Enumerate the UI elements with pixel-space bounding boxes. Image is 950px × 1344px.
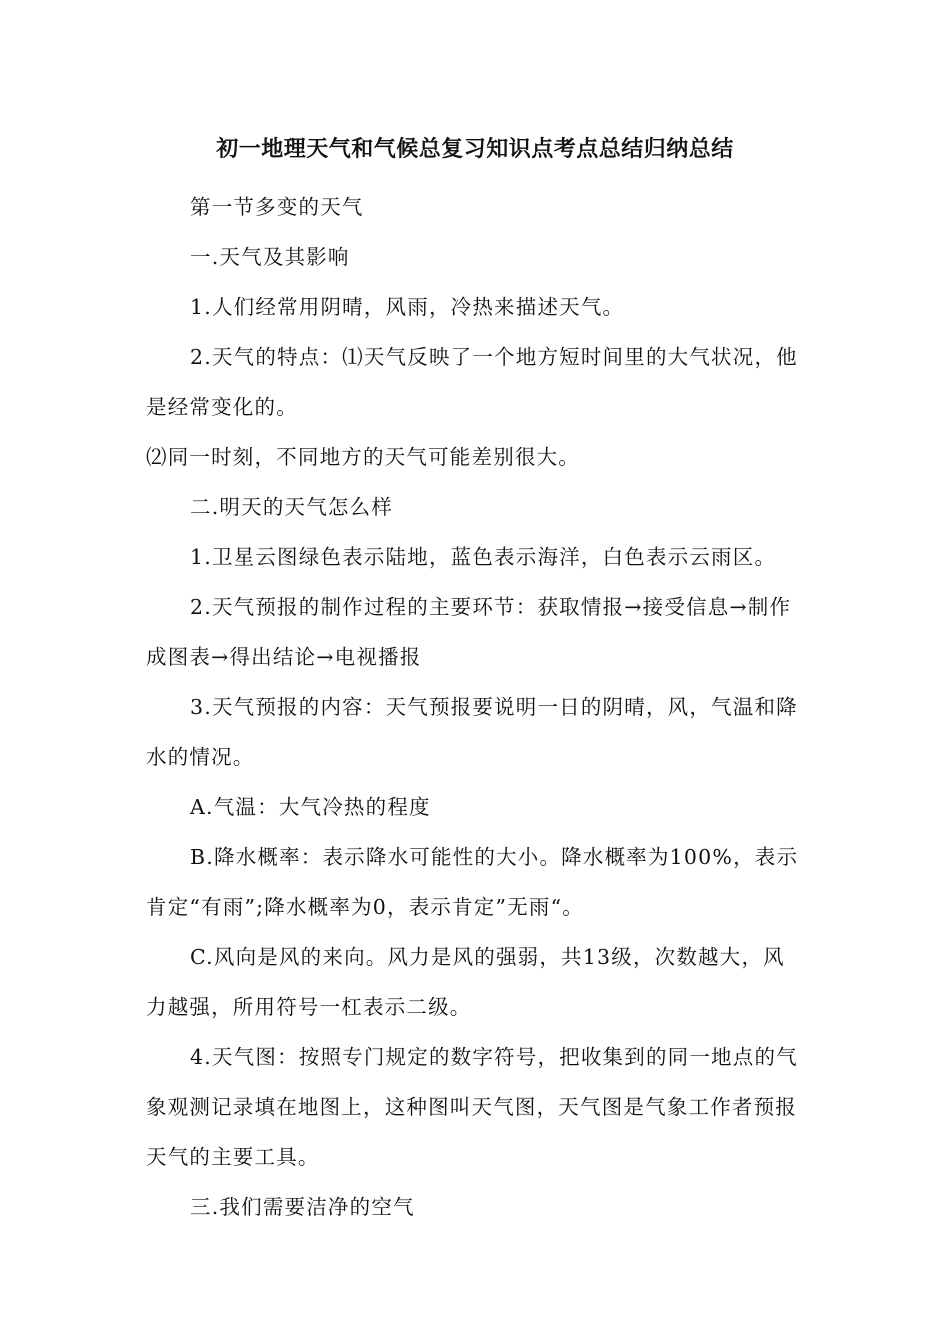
- subsection-heading: 一.天气及其影响: [190, 245, 350, 269]
- paragraph: 2.天气预报的制作过程的主要环节：获取情报→接受信息→制作成图表→得出结论→电视播报: [146, 595, 792, 669]
- subsection-heading: 三.我们需要洁净的空气: [190, 1195, 415, 1219]
- paragraph: ⑵同一时刻，不同地方的天气可能差别很大。: [146, 445, 580, 469]
- subsection-heading: 二.明天的天气怎么样: [190, 495, 394, 519]
- document-title: 初一地理天气和气候总复习知识点考点总结归纳总结: [216, 137, 734, 162]
- section-heading: 第一节多变的天气: [190, 195, 364, 219]
- paragraph: 4.天气图：按照专门规定的数字符号，把收集到的同一地点的气象观测记录填在地图上，这种图叫天气图，天气图是气象工作者预报天气的主要工具。: [146, 1045, 798, 1169]
- paragraph: B.降水概率：表示降水可能性的大小。降水概率为100%，表示肯定“有雨”;降水概率为0，表示肯定”无雨“。: [146, 845, 799, 919]
- paragraph: A.气温：大气冷热的程度: [190, 795, 431, 819]
- paragraph: 2.天气的特点：⑴天气反映了一个地方短时间里的大气状况，他是经常变化的。: [146, 345, 798, 419]
- paragraph: 1.卫星云图绿色表示陆地，蓝色表示海洋，白色表示云雨区。: [190, 545, 777, 569]
- paragraph: 3.天气预报的内容：天气预报要说明一日的阴晴，风，气温和降水的情况。: [146, 695, 798, 769]
- paragraph: 1.人们经常用阴晴，风雨，冷热来描述天气。: [190, 295, 625, 319]
- paragraph: C.风向是风的来向。风力是风的强弱，共13级，次数越大，风力越强，所用符号一杠表示二级。: [146, 945, 785, 1019]
- document-body: [146, 182, 806, 1232]
